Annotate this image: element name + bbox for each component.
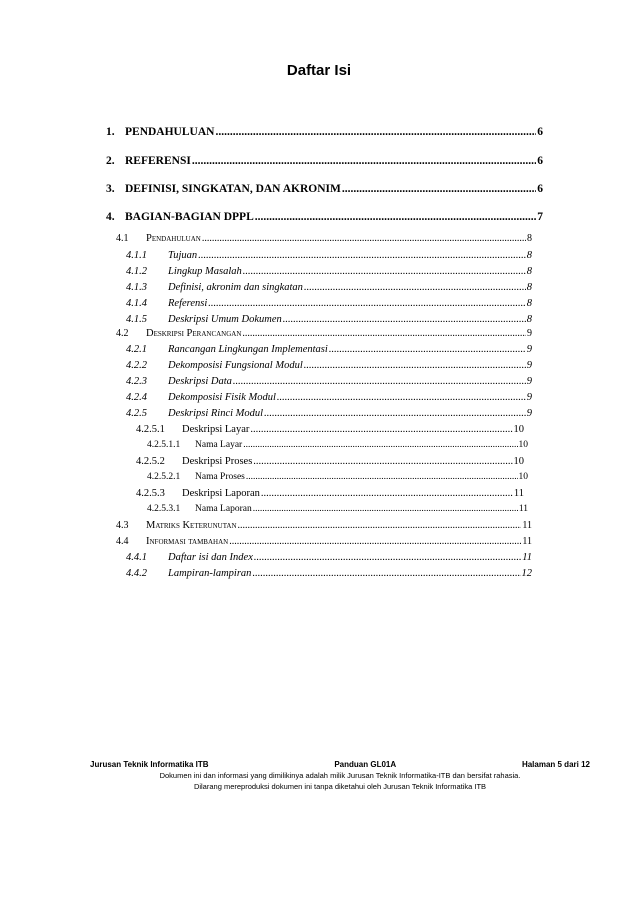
toc-title: Deskripsi Layar (182, 424, 250, 435)
toc-entry-4-1-3[interactable] (126, 282, 532, 293)
toc-leader (264, 408, 526, 419)
toc-entry-4-1-4[interactable] (126, 298, 532, 309)
toc-number: 4.1.4 (126, 298, 147, 309)
toc-leader (202, 233, 526, 244)
toc-leader (250, 424, 512, 435)
toc-page: 8 (526, 250, 532, 261)
toc-entry-4-2-5-1-1[interactable] (147, 440, 528, 450)
toc-entry-4-2[interactable] (116, 328, 532, 339)
toc-leader (329, 344, 526, 355)
toc-number: 1. (106, 126, 115, 138)
toc-number: 4.2.5.1 (136, 424, 165, 435)
toc-entry-4-2-2[interactable] (126, 360, 532, 371)
toc-entry-4-1-1[interactable] (126, 250, 532, 261)
toc-entry-4-2-5[interactable] (126, 408, 532, 419)
toc-page: 6 (537, 126, 543, 138)
toc-page: 11 (518, 504, 528, 514)
toc-number: 4.2.5.3 (136, 488, 165, 499)
footer-reproduction-note: Dilarang mereproduksi dokumen ini tanpa diketahui oleh Jurusan Teknik Informatika ITB (193, 782, 487, 791)
footer-confidentiality-note: Dokumen ini dan informasi yang dimilikinya adalah milik Jurusan Teknik Informatika-ITB dan bersifat rahasia. (159, 771, 521, 780)
toc-page: 11 (522, 520, 532, 531)
toc-entry-4-2-3[interactable] (126, 376, 532, 387)
toc-title: DEFINISI, SINGKATAN, DAN AKRONIM (125, 183, 341, 195)
toc-leader (208, 298, 525, 309)
toc-leader (229, 536, 521, 547)
toc-title: Lampiran-lampiran (168, 568, 252, 579)
toc-title: Dekomposisi Fisik Modul (168, 392, 276, 403)
toc-title: Definisi, akronim dan singkatan (168, 282, 303, 293)
toc-page: 9 (526, 376, 532, 387)
toc-entry-4-1[interactable] (116, 233, 532, 244)
toc-leader (215, 126, 536, 138)
toc-title: Tujuan (168, 250, 198, 261)
toc-title: Informasi tambahan (146, 536, 229, 547)
toc-title: Dekomposisi Fungsional Modul (168, 360, 303, 371)
toc-leader (277, 392, 526, 403)
toc-leader (243, 440, 517, 450)
toc-leader (198, 250, 526, 261)
toc-page: 10 (513, 424, 524, 435)
toc-page: 9 (526, 392, 532, 403)
toc-number: 4.2.5.2 (136, 456, 165, 467)
toc-entry-4-3[interactable] (116, 520, 532, 531)
toc-page: 9 (526, 408, 532, 419)
toc-page: 9 (526, 360, 532, 371)
toc-title: Deskripsi Laporan (182, 488, 260, 499)
toc-leader (233, 376, 526, 387)
toc-entry-1[interactable] (106, 126, 543, 138)
toc-page: 10 (518, 440, 528, 450)
toc-title: Nama Laporan (195, 504, 252, 514)
toc-leader (304, 360, 526, 371)
toc-number: 4.1.5 (126, 314, 147, 325)
toc-entry-4-4-2[interactable] (126, 568, 532, 579)
toc-number: 4.1.1 (126, 250, 147, 261)
toc-leader (238, 520, 522, 531)
toc-number: 4.2 (116, 328, 129, 339)
toc-number: 4.2.2 (126, 360, 147, 371)
toc-leader (243, 266, 526, 277)
toc-number: 4.2.5.2.1 (147, 472, 181, 482)
toc-page: 8 (526, 266, 532, 277)
toc-title: Deskripsi Proses (182, 456, 253, 467)
toc-page: 7 (537, 211, 543, 223)
toc-page: 8 (526, 298, 532, 309)
toc-title: Nama Layar (195, 440, 243, 450)
page-title: Daftar Isi (286, 62, 352, 79)
toc-page: 11 (522, 536, 532, 547)
toc-title: BAGIAN-BAGIAN DPPL (125, 211, 254, 223)
toc-page: 8 (527, 233, 532, 244)
toc-entry-4-2-5-2[interactable] (136, 456, 524, 467)
toc-entry-4-2-5-3[interactable] (136, 488, 524, 499)
toc-page: 11 (513, 488, 524, 499)
toc-title: Deskripsi Perancangan (146, 328, 242, 339)
toc-number: 4.1.2 (126, 266, 147, 277)
toc-number: 4.3 (116, 520, 129, 531)
toc-entry-4-2-5-1[interactable] (136, 424, 524, 435)
toc-entry-2[interactable] (106, 155, 543, 167)
toc-number: 4.2.3 (126, 376, 147, 387)
toc-entry-4-1-2[interactable] (126, 266, 532, 277)
toc-number: 4. (106, 211, 115, 223)
toc-entry-4[interactable] (106, 211, 543, 223)
toc-title: Nama Proses (195, 472, 245, 482)
toc-title: Matriks Keterunutan (146, 520, 237, 531)
toc-leader (283, 314, 526, 325)
toc-leader (342, 183, 536, 195)
toc-number: 2. (106, 155, 115, 167)
toc-leader (253, 456, 512, 467)
toc-entry-4-2-5-3-1[interactable] (147, 504, 528, 514)
toc-page: 8 (526, 314, 532, 325)
toc-number: 3. (106, 183, 115, 195)
toc-number: 4.2.4 (126, 392, 147, 403)
page-footer (90, 760, 590, 791)
footer-document-id: Panduan GL01A (334, 760, 397, 769)
toc-number: 4.2.5.3.1 (147, 504, 181, 514)
toc-leader (242, 328, 526, 339)
toc-leader (246, 472, 518, 482)
toc-title: Referensi (168, 298, 208, 309)
toc-number: 4.2.5 (126, 408, 147, 419)
toc-title: Rancangan Lingkungan Implementasi (168, 344, 328, 355)
toc-page: 9 (527, 328, 532, 339)
toc-number: 4.1 (116, 233, 129, 244)
toc-entry-4-4-1[interactable] (126, 552, 532, 563)
toc-leader (261, 488, 513, 499)
toc-number: 4.2.1 (126, 344, 147, 355)
toc-number: 4.4 (116, 536, 129, 547)
toc-title: Lingkup Masalah (168, 266, 242, 277)
toc-title: Deskripsi Umum Dokumen (168, 314, 282, 325)
toc-title: Daftar isi dan Index (168, 552, 253, 563)
toc-entry-4-2-5-2-1[interactable] (147, 472, 528, 482)
toc-title: Deskripsi Rinci Modul (168, 408, 264, 419)
toc-leader (254, 552, 521, 563)
toc-page: 8 (526, 282, 532, 293)
footer-institution: Jurusan Teknik Informatika ITB (90, 760, 209, 769)
toc-page: 10 (518, 472, 528, 482)
toc-entry-4-2-1[interactable] (126, 344, 532, 355)
toc-leader (255, 211, 537, 223)
toc-title: REFERENSI (125, 155, 191, 167)
toc-page: 10 (513, 456, 524, 467)
toc-title: Deskripsi Data (168, 376, 232, 387)
toc-page: 6 (537, 155, 543, 167)
toc-page: 9 (526, 344, 532, 355)
footer-page-number: Halaman 5 dari 12 (521, 760, 590, 769)
toc-entry-4-4[interactable] (116, 536, 532, 547)
toc-leader (253, 504, 518, 514)
toc-title: PENDAHULUAN (125, 126, 215, 138)
toc-number: 4.4.1 (126, 552, 147, 563)
toc-leader (192, 155, 536, 167)
toc-page: 12 (521, 568, 532, 579)
toc-number: 4.2.5.1.1 (147, 440, 181, 450)
footer-header-row (90, 760, 590, 769)
toc-page: 6 (537, 183, 543, 195)
toc-title: Pendahuluan (146, 233, 201, 244)
toc-number: 4.4.2 (126, 568, 147, 579)
toc-entry-4-1-5[interactable] (126, 314, 532, 325)
toc-number: 4.1.3 (126, 282, 147, 293)
toc-page: 11 (522, 552, 532, 563)
toc-entry-3[interactable] (106, 183, 543, 195)
toc-leader (252, 568, 520, 579)
toc-entry-4-2-4[interactable] (126, 392, 532, 403)
toc-leader (304, 282, 526, 293)
